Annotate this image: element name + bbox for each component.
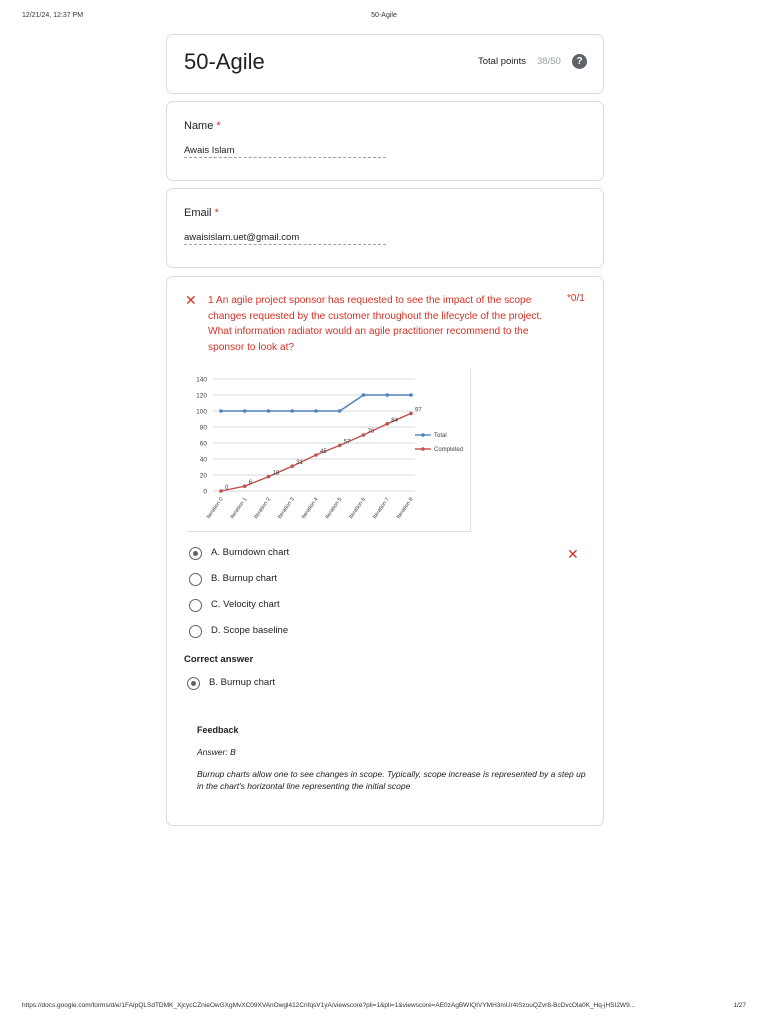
- radio-option-b[interactable]: [189, 573, 202, 586]
- data-point-completed: [290, 464, 294, 468]
- option-a-label: A. Burndown chart: [211, 547, 290, 558]
- legend-entry: Completed: [434, 447, 464, 453]
- legend-marker-completed: [421, 447, 425, 451]
- series-line-total: [221, 395, 411, 411]
- help-icon[interactable]: ?: [572, 54, 587, 69]
- required-asterisk: *: [214, 207, 219, 219]
- email-answer-underline: [184, 244, 386, 245]
- y-tick-label: 120: [196, 392, 207, 400]
- print-date: 12/21/24, 12:37 PM: [22, 12, 84, 19]
- form-title: 50-Agile: [184, 49, 265, 74]
- option-b-label: B. Burnup chart: [211, 573, 278, 584]
- data-point-completed: [243, 484, 247, 488]
- data-label: 97: [415, 407, 422, 414]
- incorrect-icon: ✕: [185, 292, 197, 308]
- print-url: https://docs.google.com/forms/d/e/1FAIpQLSdTDMK_XjcycCZnieOwGXgMvXC09XVAnOwgl412CnfqsV1yA/viewscore?pli=1&pli=1&viewscore=AE0zAgBWIQIVYMH3mUr4tSzouQZvr8-BcDvcOla0K_Hq-jHSI2W9...: [22, 1002, 636, 1009]
- total-points-value: 38/50: [537, 56, 561, 67]
- feedback-heading: Feedback: [197, 725, 239, 735]
- x-tick-label: Iteration 8: [395, 496, 415, 521]
- name-question-card: [166, 101, 604, 181]
- legend-marker-total: [421, 433, 425, 437]
- x-tick-label: Iteration 7: [371, 496, 391, 521]
- name-answer-underline: [184, 157, 386, 158]
- data-label: 18: [272, 470, 280, 477]
- radio-option-d[interactable]: [189, 625, 202, 638]
- chart-svg: [187, 369, 471, 532]
- data-point-completed: [385, 422, 389, 426]
- data-point-completed: [338, 444, 342, 448]
- radio-option-c[interactable]: [189, 599, 202, 612]
- name-answer: Awais Islam: [184, 145, 235, 156]
- data-point-total: [243, 409, 247, 413]
- feedback-text: Burnup charts allow one to see changes in scope. Typically, scope increase is represented by a step up in the chart's horizontal line representing the initial scope: [197, 769, 586, 791]
- form-header-card: [166, 34, 604, 94]
- data-point-total: [362, 393, 366, 397]
- question-1-card: [166, 276, 604, 826]
- print-header: [22, 12, 746, 24]
- data-label: 57: [343, 439, 351, 446]
- y-tick-label: 0: [203, 488, 207, 496]
- y-tick-label: 60: [199, 440, 207, 448]
- x-tick-label: Iteration 4: [300, 496, 320, 521]
- feedback-answer: Answer: B: [197, 747, 236, 757]
- question-score: *0/1: [567, 293, 585, 304]
- data-point-completed: [409, 412, 413, 416]
- email-question-card: [166, 188, 604, 268]
- x-tick-label: Iteration 2: [253, 496, 273, 521]
- print-footer: [22, 1002, 746, 1014]
- x-tick-label: Iteration 3: [276, 496, 296, 521]
- data-point-completed: [267, 475, 271, 479]
- x-tick-label: Iteration 5: [324, 496, 344, 521]
- print-title: 50-Agile: [371, 12, 397, 19]
- data-point-completed: [362, 433, 366, 437]
- email-label: [184, 207, 219, 219]
- data-label: 0: [225, 485, 229, 491]
- y-tick-label: 140: [196, 376, 207, 384]
- name-label-text: Name: [184, 120, 214, 132]
- required-asterisk: *: [216, 120, 221, 132]
- y-tick-label: 20: [199, 472, 207, 480]
- y-tick-label: 100: [196, 408, 207, 416]
- data-point-completed: [314, 453, 318, 457]
- correct-answer-heading: Correct answer: [184, 654, 254, 665]
- x-tick-label: Iteration 6: [348, 496, 368, 521]
- question-text: 1 An agile project sponsor has requested to see the impact of the scope changes requested by the customer throughout the lifecycle of the project. What information radiator would an agile practitioner recommend to the sponsor to look at?: [208, 295, 543, 353]
- correct-answer-label: B. Burnup chart: [209, 677, 276, 688]
- data-point-total: [219, 409, 223, 413]
- data-point-completed: [219, 489, 223, 493]
- email-answer: awaisislam.uet@gmail.com: [184, 232, 300, 243]
- data-point-total: [338, 409, 342, 413]
- option-d-label: D. Scope baseline: [211, 625, 289, 636]
- data-label: 84: [391, 417, 398, 424]
- data-point-total: [290, 409, 294, 413]
- x-tick-label: Iteration 1: [229, 496, 249, 521]
- print-page-number: 1/27: [733, 1002, 746, 1009]
- data-point-total: [267, 409, 271, 413]
- y-tick-label: 40: [199, 456, 207, 464]
- data-label: 31: [296, 460, 303, 467]
- data-point-total: [409, 393, 413, 397]
- data-label: 70: [367, 429, 375, 435]
- option-c-label: C. Velocity chart: [211, 599, 280, 610]
- x-tick-label: Iteration 0: [205, 496, 225, 521]
- burnup-chart-image: [187, 369, 471, 532]
- radio-option-a[interactable]: [189, 547, 202, 560]
- y-tick-label: 80: [199, 424, 207, 432]
- total-points-label: Total points: [478, 56, 527, 67]
- name-label: [184, 120, 221, 132]
- wrong-answer-icon: ✕: [567, 546, 579, 562]
- data-label: 6: [248, 480, 253, 487]
- email-label-text: Email: [184, 207, 212, 219]
- correct-answer-radio: [187, 677, 200, 690]
- data-point-total: [314, 409, 318, 413]
- legend-entry: Total: [434, 433, 447, 439]
- data-label: 45: [320, 449, 327, 455]
- data-point-total: [385, 393, 389, 397]
